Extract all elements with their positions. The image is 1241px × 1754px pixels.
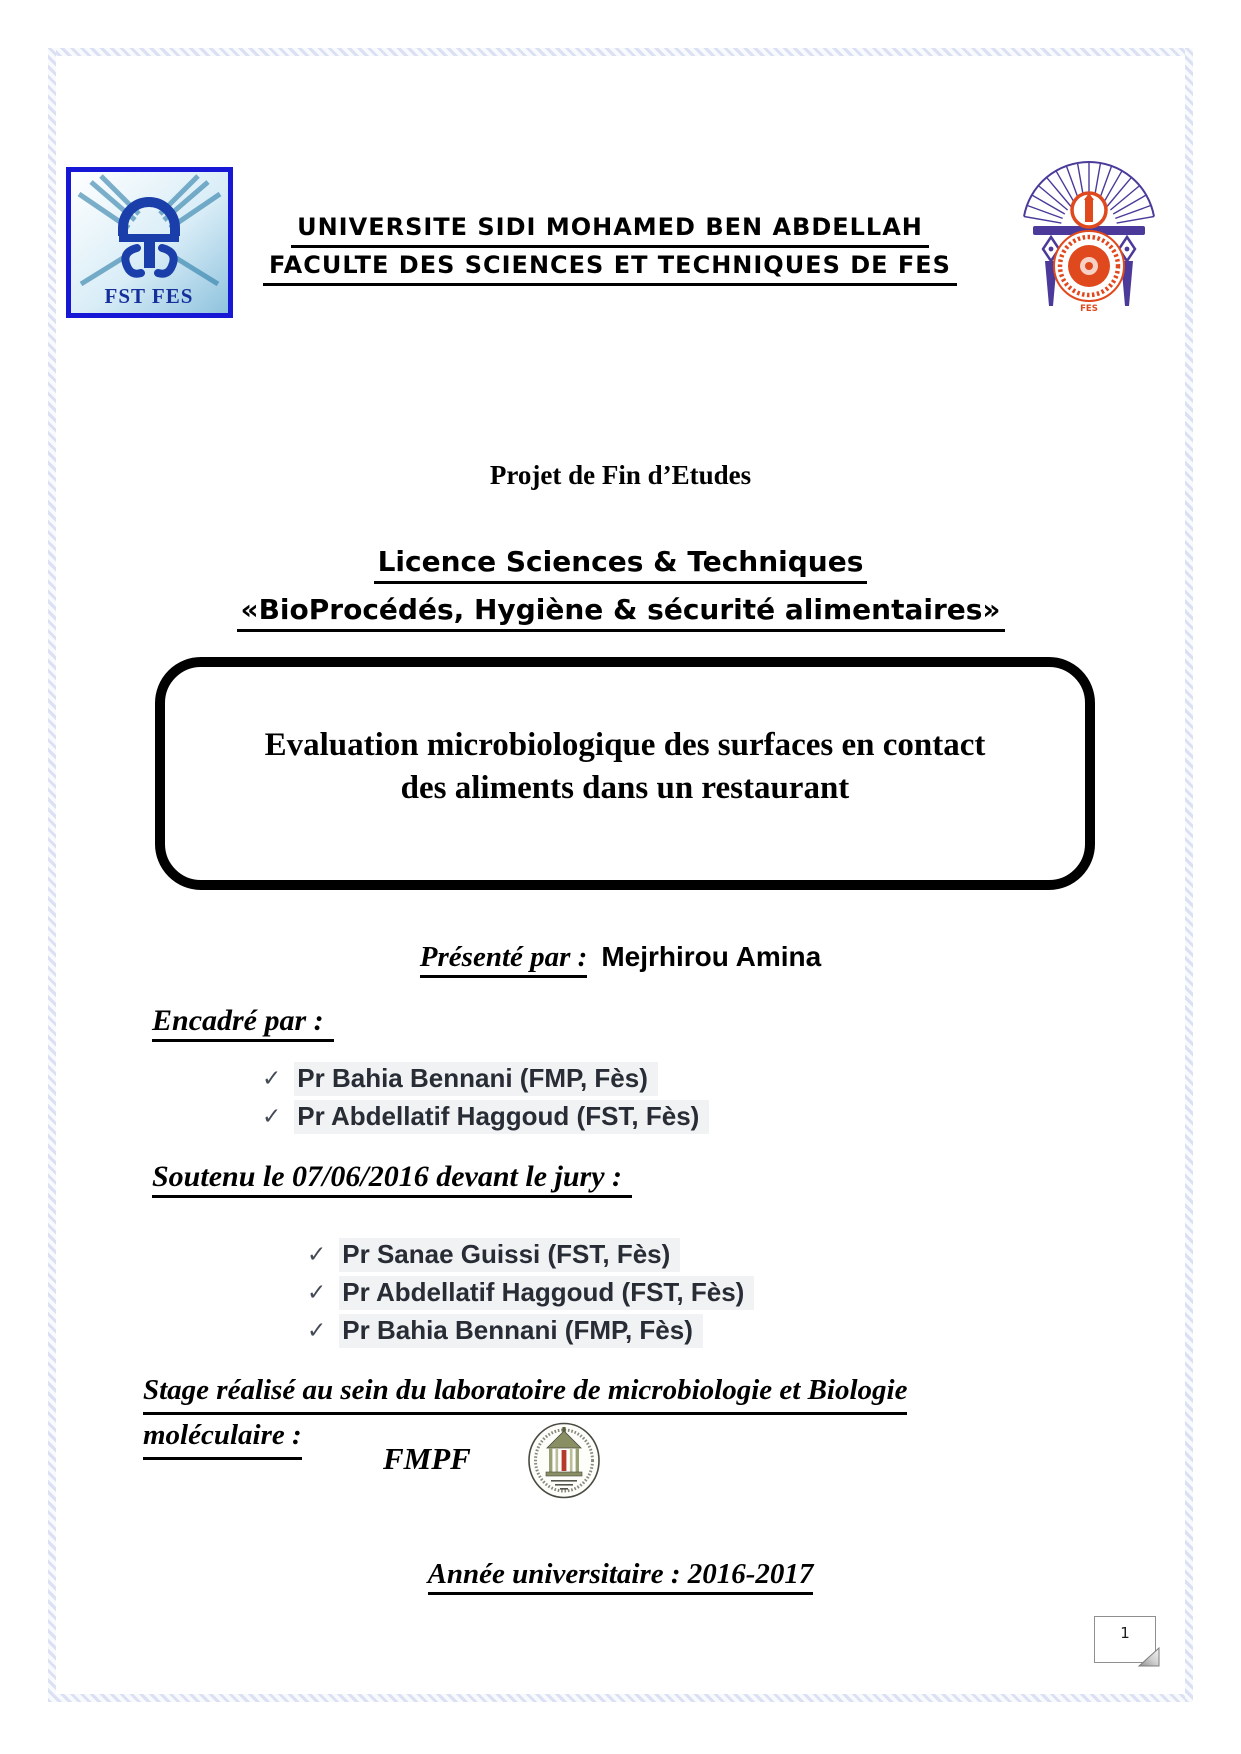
degree-line-1: Licence Sciences & Techniques: [374, 545, 868, 584]
check-icon: ✓: [307, 1280, 327, 1306]
check-icon: ✓: [307, 1242, 327, 1268]
fmpf-seal-graphic: [527, 1421, 601, 1500]
thesis-title-box: [155, 657, 1095, 890]
degree-line-2: «BioProcédés, Hygiène & sécurité alimentaires»: [237, 593, 1005, 632]
internship-line-1: Stage réalisé au sein du laboratoire de microbiologie et Biologie: [143, 1370, 907, 1415]
internship-line-2: moléculaire :: [143, 1415, 302, 1460]
document-header: [248, 210, 972, 286]
jury-label: Pr Sanae Guissi (FST, Fès): [339, 1238, 680, 1272]
folded-corner-icon: [1136, 1647, 1160, 1667]
page-border-bottom: [48, 1694, 1193, 1702]
supervisor-label: Pr Abdellatif Haggoud (FST, Fès): [294, 1100, 709, 1134]
page-number-badge: [1094, 1616, 1156, 1663]
university-seal: [1018, 150, 1160, 314]
jury-list: [307, 1238, 754, 1352]
thesis-title-line-1: Evaluation microbiologique des surfaces en contact: [264, 726, 986, 763]
page-number: 1: [1120, 1624, 1130, 1642]
lab-acronym: FMPF: [383, 1441, 471, 1476]
header-university-line: UNIVERSITE SIDI MOHAMED BEN ABDELLAH: [291, 210, 929, 248]
header-faculty-line: FACULTE DES SCIENCES ET TECHNIQUES DE FES: [263, 248, 957, 286]
jury-label: Pr Bahia Bennani (FMP, Fès): [339, 1314, 703, 1348]
fst-logo-caption: FST FES: [104, 284, 194, 308]
page-border-right: [1185, 48, 1193, 1702]
university-seal-graphic: [1018, 150, 1160, 314]
check-icon: ✓: [262, 1104, 282, 1130]
presented-by-label: Présenté par :: [420, 941, 588, 978]
jury-item: [307, 1314, 754, 1348]
seal-top-ornament: [1072, 193, 1106, 227]
project-type-title: Projet de Fin d’Etudes: [489, 460, 752, 490]
check-icon: ✓: [262, 1066, 282, 1092]
supervisor-item: [262, 1100, 709, 1134]
page-border-left: [48, 48, 56, 1702]
degree-block: [0, 545, 1241, 641]
internship-heading: [143, 1370, 1103, 1460]
presented-by-row: [0, 941, 1241, 974]
fst-fes-logo: [66, 167, 233, 318]
seal-caption: FES: [1080, 304, 1098, 314]
fst-fes-logo-graphic: [71, 172, 228, 313]
jury-label: Pr Abdellatif Haggoud (FST, Fès): [339, 1276, 754, 1310]
academic-year-row: [0, 1558, 1241, 1591]
supervisor-item: [262, 1062, 709, 1096]
seal-medallion: [1054, 231, 1124, 301]
jury-heading: Soutenu le 07/06/2016 devant le jury :: [152, 1160, 632, 1194]
jury-item: [307, 1238, 754, 1272]
jury-item: [307, 1276, 754, 1310]
supervisor-label: Pr Bahia Bennani (FMP, Fès): [294, 1062, 658, 1096]
supervisors-list: [262, 1062, 709, 1138]
page-border-top: [48, 48, 1193, 56]
fmpf-seal: [527, 1421, 601, 1500]
presented-by-name: Mejrhirou Amina: [601, 941, 822, 972]
thesis-title: [265, 724, 986, 824]
supervisors-heading: Encadré par :: [152, 1004, 334, 1038]
thesis-title-line-2: des aliments dans un restaurant: [400, 769, 850, 806]
academic-year: Année universitaire : 2016-2017: [428, 1558, 814, 1595]
check-icon: ✓: [307, 1318, 327, 1344]
